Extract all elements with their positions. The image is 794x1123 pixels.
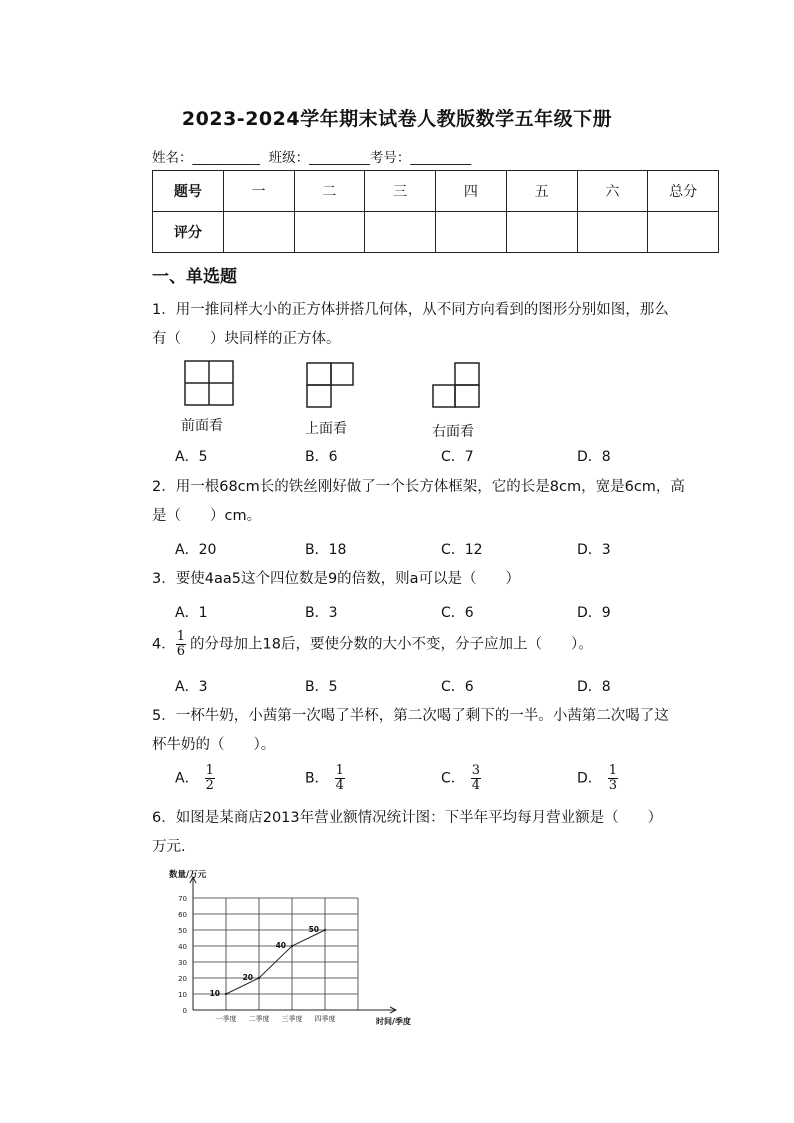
score-header-cell: 一 [223, 171, 294, 212]
score-row-label: 评分 [153, 212, 224, 253]
front-view-grid [185, 361, 233, 405]
question-6-line1: 6．如图是某商店2013年营业额情况统计图：下半年平均每月营业额是（ ） [152, 810, 663, 826]
question-4-number: 4． [152, 636, 176, 653]
class-blank: _________ [309, 150, 370, 166]
score-table [152, 170, 719, 253]
data-point [324, 929, 326, 931]
score-table-header-row [153, 171, 719, 212]
question-5-line1: 5．一杯牛奶，小茜第一次喝了半杯，第二次喝了剩下的一半。小茜第二次喝了这 [152, 708, 669, 724]
fraction-denominator: 3 [608, 778, 618, 793]
fraction-numerator: 1 [205, 763, 214, 778]
student-info [152, 146, 471, 166]
data-label: 40 [275, 941, 286, 950]
score-header-cell: 题号 [153, 171, 224, 212]
question-1 [152, 296, 720, 354]
class-label: 班级： [268, 150, 310, 166]
option-c[interactable]: C．7 [441, 449, 474, 465]
option-a[interactable] [175, 764, 215, 793]
option-label: A． [175, 770, 199, 787]
option-label: B． [305, 770, 329, 787]
x-axis-label: 时间/季度 [376, 1017, 411, 1026]
y-tick-label: 50 [178, 927, 187, 935]
question-1-line2: 有（ ）块同样的正方体。 [152, 331, 341, 347]
score-table-score-row [153, 212, 719, 253]
data-point [291, 945, 293, 947]
score-cell[interactable] [506, 212, 577, 253]
x-tick-label: 三季度 [281, 1015, 303, 1023]
score-cell[interactable] [577, 212, 648, 253]
revenue-line-chart [165, 866, 411, 1036]
x-tick-label: 二季度 [248, 1015, 270, 1023]
x-tick-label: 一季度 [215, 1015, 237, 1023]
question-4-text: 的分母加上18后，要使分数的大小不变，分子应加上（ ）。 [190, 636, 593, 653]
page-title: 2023-2024学年期末试卷人教版数学五年级下册 [181, 108, 613, 130]
option-d[interactable] [577, 764, 618, 793]
question-3-line1: 3．要使4aa5这个四位数是9的倍数，则a可以是（ ） [152, 571, 521, 587]
section-heading: 一、单选题 [152, 267, 237, 287]
option-label: C． [441, 770, 465, 787]
option-c[interactable]: C．12 [441, 542, 483, 558]
fraction-denominator: 4 [335, 778, 344, 793]
fraction-numerator: 3 [471, 763, 481, 778]
question-5-line2: 杯牛奶的（ ）。 [152, 737, 276, 753]
score-header-cell: 六 [577, 171, 648, 212]
right-view-label: 右面看 [432, 424, 474, 440]
score-header-cell: 四 [436, 171, 507, 212]
fraction-numerator: 1 [335, 763, 344, 778]
score-cell[interactable] [365, 212, 436, 253]
option-a[interactable]: A．20 [175, 542, 217, 558]
fraction-denominator: 4 [471, 778, 481, 793]
front-view-label: 前面看 [181, 418, 223, 434]
name-blank: __________ [192, 150, 260, 166]
score-header-cell: 总分 [648, 171, 719, 212]
fraction-denominator: 6 [176, 644, 186, 659]
option-c[interactable]: C．6 [441, 605, 474, 621]
question-2 [152, 473, 720, 531]
fraction-numerator: 1 [176, 629, 186, 644]
top-view-grid [307, 363, 353, 407]
exam-blank: _________ [410, 150, 472, 166]
option-fraction [335, 764, 345, 793]
question-5 [152, 702, 720, 760]
score-cell[interactable] [294, 212, 365, 253]
option-fraction [471, 764, 481, 793]
data-label: 50 [308, 925, 319, 934]
option-d[interactable]: D．3 [577, 542, 611, 558]
option-b[interactable]: B．5 [305, 679, 338, 695]
y-tick-label: 70 [178, 895, 187, 903]
score-header-cell: 三 [365, 171, 436, 212]
y-tick-label: 60 [178, 911, 187, 919]
y-tick-label: 10 [178, 991, 187, 999]
option-fraction [205, 764, 215, 793]
y-tick-label: 30 [178, 959, 187, 967]
y-tick-label: 40 [178, 943, 187, 951]
option-d[interactable]: D．9 [577, 605, 611, 621]
option-d[interactable]: D．8 [577, 449, 611, 465]
option-c[interactable] [441, 764, 481, 793]
option-a[interactable]: A．5 [175, 449, 208, 465]
fraction-denominator: 2 [205, 778, 214, 793]
option-a[interactable]: A．1 [175, 605, 208, 621]
question-4 [152, 630, 720, 660]
score-cell[interactable] [436, 212, 507, 253]
option-fraction [608, 764, 618, 793]
option-b[interactable]: B．6 [305, 449, 338, 465]
option-label: D． [577, 770, 602, 787]
data-point [258, 977, 260, 979]
data-label: 20 [242, 973, 253, 982]
option-a[interactable]: A．3 [175, 679, 208, 695]
fraction-numerator: 1 [608, 763, 618, 778]
score-header-cell: 二 [294, 171, 365, 212]
data-point [225, 993, 227, 995]
y-tick-label: 0 [182, 1007, 187, 1015]
option-b[interactable]: B．3 [305, 605, 338, 621]
score-header-cell: 五 [506, 171, 577, 212]
y-tick-label: 20 [178, 975, 187, 983]
option-b[interactable] [305, 764, 345, 793]
score-cell[interactable] [223, 212, 294, 253]
data-label: 10 [209, 989, 220, 998]
question-2-line2: 是（ ）cm。 [152, 508, 262, 524]
question-6-line2: 万元. [152, 839, 186, 855]
y-axis-label: 数量/万元 [169, 870, 207, 880]
option-c[interactable]: C．6 [441, 679, 474, 695]
right-view-grid [433, 363, 479, 407]
question-1-line1: 1．用一推同样大小的正方体拼搭几何体，从不同方向看到的图形分别如图，那么 [152, 302, 669, 318]
option-b[interactable]: B．18 [305, 542, 347, 558]
question-4-fraction [176, 630, 186, 659]
question-2-line1: 2．用一根68cm长的铁丝刚好做了一个长方体框架，它的长是8cm，宽是6cm，高 [152, 479, 685, 495]
exam-label: 考号： [369, 150, 411, 166]
question-3 [152, 565, 720, 594]
option-d[interactable]: D．8 [577, 679, 611, 695]
question-5-options [175, 764, 715, 804]
question-6 [152, 804, 720, 862]
name-label: 姓名： [152, 150, 193, 166]
score-cell[interactable] [648, 212, 719, 253]
x-tick-label: 四季度 [314, 1015, 336, 1023]
top-view-label: 上面看 [305, 421, 347, 437]
